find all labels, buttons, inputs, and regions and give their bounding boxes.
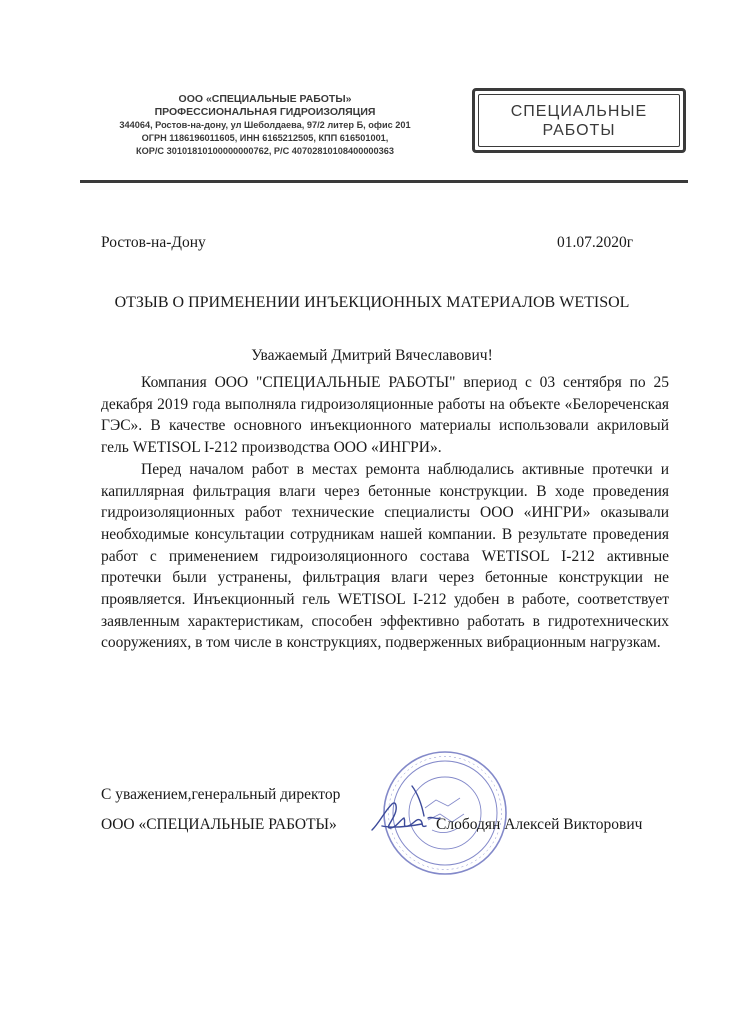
logo-line-1: СПЕЦИАЛЬНЫЕ — [510, 102, 648, 120]
body-paragraph-1: Компания ООО "СПЕЦИАЛЬНЫЕ РАБОТЫ" впериод с 03 сентября по 25 декабря 2019 года выполняла гидроизоляционные работы на объекте «Белореченская ГЭС». В качестве основного инъекционного материалы использовали акриловый гель WETISOL I-212 производства ООО «ИНГРИ». — [101, 374, 669, 457]
letter-title: ОТЗЫВ О ПРИМЕНЕНИИ ИНЪЕКЦИОННЫХ МАТЕРИАЛОВ WETISOL — [114, 294, 630, 311]
body-paragraph-2: Перед началом работ в местах ремонта наблюдались активные протечки и капиллярная фильтрация влаги через бетонные конструкции. В ходе проведения гидроизоляционных работ технические специалисты ООО «ИНГРИ» оказывали необходимые консультации сотрудникам нашей компании. В результате проведения работ с применением гидроизоляционного состава WETISOL I-212 активные протечки были устранены, фильтрация влаги через бетонные конструкции не проявляется. Инъекционный гель WETISOL I-212 удобен в работе, соответствует заявленным характеристикам, способен эффективно работать в гидротехнических сооружениях, в том числе в конструкциях, подверженных вибрационным нагрузкам. — [101, 460, 669, 652]
letter-body — [101, 372, 669, 654]
company-tagline: ПРОФЕССИОНАЛЬНАЯ ГИДРОИЗОЛЯЦИЯ — [154, 106, 376, 118]
letter-date: 01.07.2020г — [557, 234, 634, 251]
letterhead-requisites — [80, 93, 450, 158]
company-name: ООО «СПЕЦИАЛЬНЫЕ РАБОТЫ» — [178, 93, 352, 105]
closing-regards: С уважением,генеральный директор — [101, 786, 341, 803]
company-logo — [472, 88, 686, 153]
company-logo-inner — [478, 94, 680, 147]
company-registration: ОГРН 1186196011605, ИНН 6165212505, КПП 616501001, — [141, 133, 389, 143]
logo-line-2: РАБОТЫ — [542, 121, 616, 139]
header-divider — [80, 180, 688, 183]
company-address: 344064, Ростов-на-дону, ул Шеболдаева, 97/2 литер Б, офис 201 — [119, 120, 411, 130]
company-bank-details: КОР/С 30101810100000000762, Р/С 40702810108400000363 — [136, 146, 394, 156]
signer-name: Слободян Алексей Викторович — [436, 816, 643, 833]
letter-city: Ростов-на-Дону — [101, 234, 206, 251]
letter-greeting: Уважаемый Дмитрий Вячеславович! — [251, 347, 493, 364]
closing-company: ООО «СПЕЦИАЛЬНЫЕ РАБОТЫ» — [101, 816, 337, 833]
